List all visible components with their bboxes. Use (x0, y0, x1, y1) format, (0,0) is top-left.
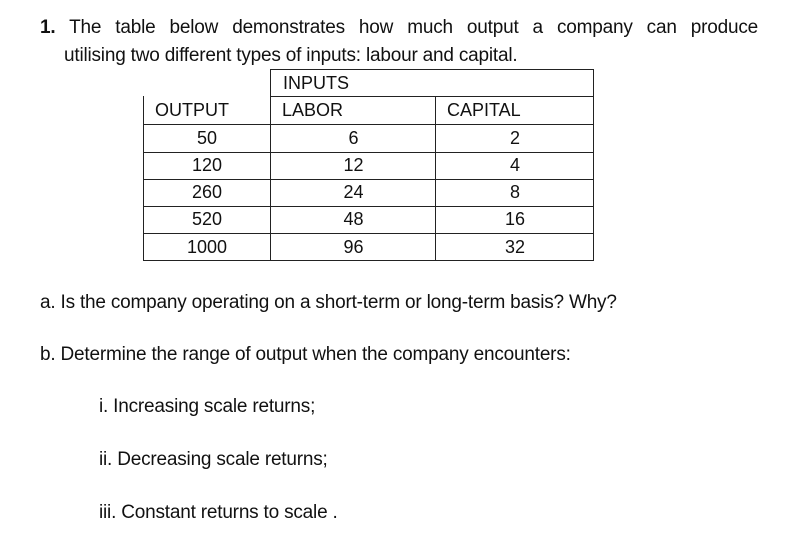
table-cell-output: 50 (196, 128, 218, 148)
question-1-line-2: utilising two different types of inputs: labour and capital. (64, 45, 518, 66)
table-row-divider (143, 206, 594, 207)
table-cell-labor: 12 (343, 155, 364, 175)
table-cell-labor: 6 (348, 128, 359, 148)
table-cell-capital: 8 (509, 182, 520, 202)
table-cell-capital: 4 (509, 155, 520, 175)
column-header-output: OUTPUT (155, 100, 229, 120)
table-cell-labor: 96 (343, 237, 364, 257)
table-cell-labor: 48 (343, 209, 364, 229)
table-cell-output: 1000 (186, 237, 228, 257)
question-1-text: The table below demonstrates how much output a company can produce (69, 17, 758, 38)
question-number: 1. (40, 17, 56, 38)
part-b-item-ii: ii. Decreasing scale returns; (99, 449, 328, 470)
question-1-line-1 (40, 17, 758, 39)
table-cell-output: 520 (191, 209, 223, 229)
inputs-output-table (143, 69, 594, 261)
table-border-bottom (143, 260, 594, 261)
table-cell-output: 120 (191, 155, 223, 175)
part-b-item-i: i. Increasing scale returns; (99, 396, 316, 417)
table-border-subheader (143, 124, 594, 125)
question-part-b: b. Determine the range of output when the company encounters: (40, 344, 571, 365)
table-cell-capital: 2 (509, 128, 520, 148)
part-b-item-iii: iii. Constant returns to scale . (99, 502, 338, 523)
table-row-divider (143, 152, 594, 153)
table-border-top (270, 69, 594, 70)
table-cell-capital: 16 (504, 209, 526, 229)
inputs-header: INPUTS (283, 73, 350, 93)
table-border-header (270, 96, 594, 97)
table-row-divider (143, 179, 594, 180)
table-cell-labor: 24 (343, 182, 364, 202)
table-row-divider (143, 233, 594, 234)
table-cell-capital: 32 (504, 237, 526, 257)
table-cell-output: 260 (191, 182, 223, 202)
column-header-capital: CAPITAL (447, 100, 521, 120)
column-header-labor: LABOR (282, 100, 344, 120)
question-part-a: a. Is the company operating on a short-term or long-term basis? Why? (40, 292, 617, 313)
